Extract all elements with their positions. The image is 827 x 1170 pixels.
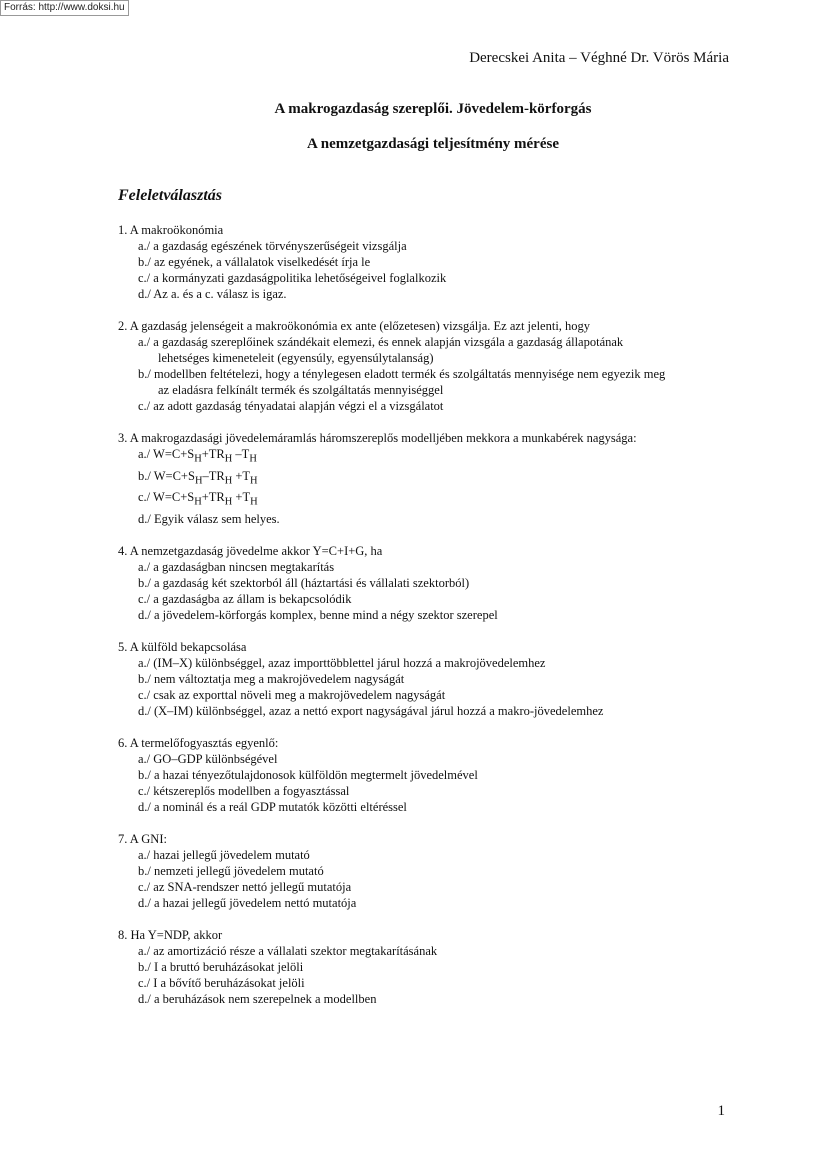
- answer-option: d./ Az a. és a c. válasz is igaz.: [138, 287, 287, 301]
- subscript: H: [250, 475, 258, 486]
- formula-end: +T: [232, 468, 251, 483]
- document-title: A makrogazdaság szereplői. Jövedelem-körforgás: [274, 101, 592, 117]
- question-text: 2. A gazdaság jelenségeit a makroökonómia ex ante (előzetesen) vizsgálja. Ez azt jelenti, hogy: [118, 319, 591, 333]
- question-text: 6. A termelőfogyasztás egyenlő:: [118, 735, 279, 750]
- answer-option: b./ I a bruttó beruházásokat jelöli: [138, 959, 304, 974]
- answer-option: c./ a gazdaságba az állam is bekapcsolódik: [138, 591, 352, 606]
- answer-option: b./ az egyének, a vállalatok viselkedését írja le: [138, 255, 371, 269]
- subscript: H: [194, 475, 203, 486]
- source-label: Forrás: http://www.doksi.hu: [0, 0, 129, 16]
- subscript: H: [224, 453, 233, 465]
- formula-end: +T: [232, 490, 251, 504]
- answer-option: a./ hazai jellegű jövedelem mutató: [138, 847, 310, 862]
- answer-option: a./ (IM–X) különbséggel, azaz importtöbblettel járul hozzá a makrojövedelemhez: [138, 655, 546, 670]
- question-3: [118, 430, 738, 527]
- answer-option: d./ (X–IM) különbséggel, azaz a nettó export nagyságával járul hozzá a makro-jövedelemhez: [138, 703, 604, 718]
- question-6: [118, 735, 738, 815]
- answer-option: a./ a gazdaság egészének törvényszerűségeit vizsgálja: [138, 239, 407, 253]
- answer-option: d./ a nominál és a reál GDP mutatók közötti eltéréssel: [138, 799, 407, 814]
- answer-option: c./ I a bővítő beruházásokat jelöli: [138, 975, 305, 990]
- subscript: H: [224, 475, 233, 486]
- formula-mid: +TR: [201, 490, 225, 504]
- answer-option: b./ a gazdaság két szektorból áll (háztartási és vállalati szektorból): [138, 575, 470, 590]
- question-1: [118, 222, 738, 302]
- question-5: [118, 639, 738, 719]
- subscript: H: [194, 496, 202, 508]
- answer-option: c./ kétszereplős modellben a fogyasztással: [138, 783, 350, 798]
- question-text: 8. Ha Y=NDP, akkor: [118, 927, 223, 942]
- answer-option: [138, 446, 738, 468]
- answer-option: [138, 468, 738, 490]
- formula-end: –T: [232, 447, 250, 461]
- answer-option: c./ csak az exporttal növeli meg a makrojövedelem nagyságát: [138, 687, 446, 702]
- answer-option-continuation: az eladásra felkínált termék és szolgáltatás mennyiséggel: [158, 383, 444, 397]
- subscript: H: [250, 496, 258, 508]
- formula-mid: –TR: [202, 468, 225, 483]
- question-4: [118, 543, 738, 623]
- question-list: [118, 222, 738, 1023]
- question-text: 4. A nemzetgazdaság jövedelme akkor Y=C+I+G, ha: [118, 543, 383, 558]
- formula-start: c./ W=C+S: [138, 490, 195, 504]
- question-8: [118, 927, 738, 1007]
- answer-option: [138, 489, 738, 511]
- answer-option: d./ a beruházások nem szerepelnek a modellben: [138, 991, 377, 1006]
- answer-option: b./ modellben feltételezi, hogy a ténylegesen eladott termék és szolgáltatás mennyisége nem egyezik meg: [138, 367, 666, 381]
- answer-option: d./ Egyik válasz sem helyes.: [138, 511, 280, 526]
- subscript: H: [194, 453, 202, 465]
- formula-mid: +TR: [201, 447, 225, 461]
- answer-option: b./ nem változtatja meg a makrojövedelem nagyságát: [138, 671, 405, 686]
- subscript: H: [249, 453, 257, 465]
- page-number: 1: [717, 1103, 725, 1119]
- answer-option: b./ a hazai tényezőtulajdonosok külföldön megtermelt jövedelmével: [138, 767, 478, 782]
- formula-start: a./ W=C+S: [138, 447, 195, 461]
- answer-option-continuation: lehetséges kimeneteleit (egyensúly, egyensúlytalanság): [158, 351, 434, 365]
- answer-option: a./ az amortizáció része a vállalati szektor megtakarításának: [138, 943, 438, 958]
- question-text: 1. A makroökonómia: [118, 223, 224, 237]
- authors: Derecskei Anita – Véghné Dr. Vörös Mária: [469, 50, 729, 66]
- question-2: [118, 318, 738, 414]
- answer-option: a./ a gazdaság szereplőinek szándékait elemezi, és ennek alapján vizsgála a gazdaság állapotának: [138, 335, 624, 349]
- answer-option: a./ a gazdaságban nincsen megtakarítás: [138, 559, 335, 574]
- answer-option: d./ a hazai jellegű jövedelem nettó mutatója: [138, 895, 357, 910]
- answer-option: c./ az SNA-rendszer nettó jellegű mutatója: [138, 879, 352, 894]
- subscript: H: [224, 496, 233, 508]
- answer-option: b./ nemzeti jellegű jövedelem mutató: [138, 863, 324, 878]
- document-subtitle: A nemzetgazdasági teljesítmény mérése: [307, 136, 559, 152]
- answer-option: c./ az adott gazdaság tényadatai alapján végzi el a vizsgálatot: [138, 399, 444, 413]
- question-text: 5. A külföld bekapcsolása: [118, 639, 247, 654]
- formula-start: b./ W=C+S: [138, 468, 195, 483]
- question-text: 3. A makrogazdasági jövedelemáramlás háromszereplős modelljében mekkora a munkabérek nagysága:: [118, 431, 637, 445]
- answer-option: a./ GO–GDP különbségével: [138, 751, 278, 766]
- section-heading: Feleletválasztás: [118, 187, 222, 204]
- question-7: [118, 831, 738, 911]
- answer-option: c./ a kormányzati gazdaságpolitika lehetőségeivel foglalkozik: [138, 271, 447, 285]
- question-text: 7. A GNI:: [118, 831, 167, 846]
- answer-option: d./ a jövedelem-körforgás komplex, benne mind a négy szektor szerepel: [138, 607, 498, 622]
